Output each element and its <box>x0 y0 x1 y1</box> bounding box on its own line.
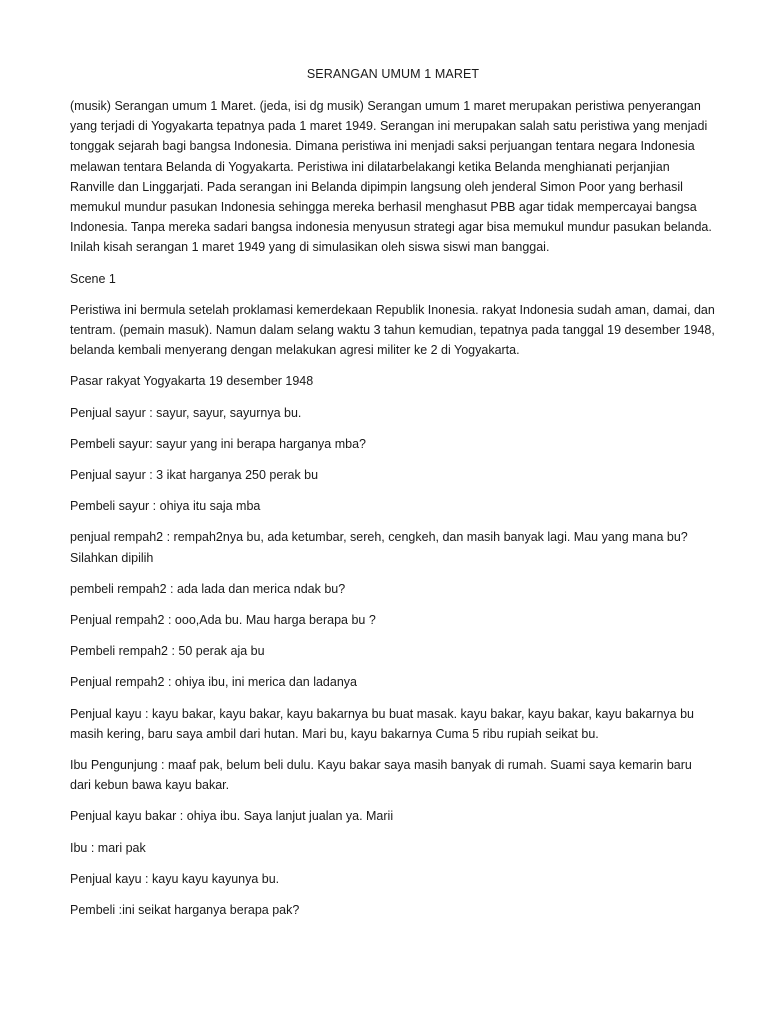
dialogue-line: Pembeli rempah2 : 50 perak aja bu <box>70 644 265 659</box>
dialogue-line: Penjual sayur : 3 ikat harganya 250 perak bu <box>70 468 319 483</box>
dialogue-line: Penjual kayu : kayu kayu kayunya bu. <box>70 871 280 886</box>
dialogue-line: Pembeli sayur: sayur yang ini berapa harganya mba? <box>70 436 367 451</box>
dialogue-line: Penjual kayu bakar : ohiya ibu. Saya lanjut jualan ya. Marii <box>70 809 394 824</box>
scene-heading: Scene 1 <box>70 271 116 286</box>
dialogue-line: Penjual sayur : sayur, sayur, sayurnya bu. <box>70 405 302 420</box>
dialogue-line: Ibu : mari pak <box>70 840 146 855</box>
dialogue-line: pembeli rempah2 : ada lada dan merica ndak bu? <box>70 581 346 596</box>
document-title: SERANGAN UMUM 1 MARET <box>306 67 480 81</box>
dialogue-line: Pembeli sayur : ohiya itu saja mba <box>70 499 261 514</box>
intro-paragraph: (musik) Serangan umum 1 Maret. (jeda, isi dg musik) Serangan umum 1 maret merupakan peristiwa penyerangan yang terjadi di Yogyakarta tepatnya pada 1 maret 1949. Serangan ini merupakan salah satu peristiwa yang menjadi tonggak sejarah bagi bangsa Indonesia. Dimana peristiwa ini menjadi saksi perjuangan tentara negara Indonesia melawan tentara Belanda di Yogyakarta. Peristiwa ini dilatarbelakangi ketika Belanda menghianati perjanjian Ranville dan Linggarjati. Pada serangan ini Belanda dipimpin langsung oleh jenderal Simon Poor yang berhasil memukul mundur pasukan Indonesia sehingga mereka berhasil menghasut PBB agar tidak mempercayai bangsa Indonesia. Tanpa mereka sadari bangsa indonesia menyusun strategi agar bisa memukul mundur pasukan belanda. Inilah kisah serangan 1 maret 1949 yang di simulasikan oleh siswa siswi man banggai. <box>70 99 712 255</box>
dialogue-line: penjual rempah2 : rempah2nya bu, ada ketumbar, sereh, cengkeh, dan masih banyak lagi. Mau yang mana bu? Silahkan dipilih <box>70 530 688 565</box>
dialogue-line: Penjual rempah2 : ohiya ibu, ini merica dan ladanya <box>70 675 357 690</box>
dialogue-line: Penjual kayu : kayu bakar, kayu bakar, kayu bakarnya bu buat masak. kayu bakar, kayu bakar, kayu bakarnya bu masih kering, baru saya ambil dari hutan. Mari bu, kayu bakarnya Cuma 5 ribu rupiah seikat bu. <box>70 706 694 741</box>
dialogue-line: Pembeli :ini seikat harganya berapa pak? <box>70 903 300 918</box>
dialogue-line: Penjual rempah2 : ooo,Ada bu. Mau harga berapa bu ? <box>70 613 376 628</box>
scene-narration: Peristiwa ini bermula setelah proklamasi kemerdekaan Republik Inonesia. rakyat Indonesia sudah aman, damai, dan tentram. (pemain masuk). Namun dalam selang waktu 3 tahun kemudian, tepatnya pada tanggal 19 desember 1948, belanda kembali menyerang dengan melakukan agresi militer ke 2 di Yogyakarta. <box>70 302 715 358</box>
setting-line: Pasar rakyat Yogyakarta 19 desember 1948 <box>70 374 314 389</box>
dialogue-line: Ibu Pengunjung : maaf pak, belum beli dulu. Kayu bakar saya masih banyak di rumah. Suami saya kemarin baru dari kebun bawa kayu bakar. <box>70 758 692 793</box>
